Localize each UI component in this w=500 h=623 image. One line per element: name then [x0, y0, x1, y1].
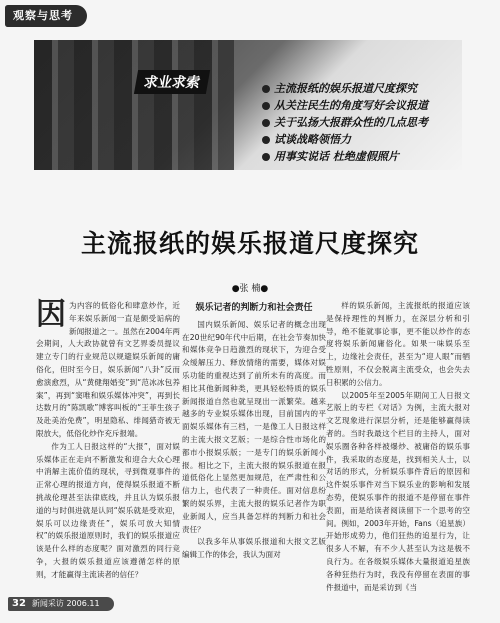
page-number: 32 — [12, 598, 26, 609]
bullet-dot-icon — [262, 153, 270, 161]
article-column-2 — [182, 300, 326, 562]
banner-bullet-item: 关于弘扬大报群众性的几点思考 — [262, 114, 428, 131]
article-title: 主流报纸的娱乐报道尺度探究 — [80, 229, 419, 258]
banner-background-image — [34, 40, 234, 170]
section-subheading: 娱乐记者的判断力和社会责任 — [195, 303, 313, 313]
article-column-3 — [326, 300, 470, 594]
bullet-dot-icon — [262, 85, 270, 93]
paragraph: 作为工人日报这样的“大报”，面对娱乐媒体正在走向不断激发和迎合大众心理中消解主流价值的现状，寻到微观事件的正常心理的报道方向，使得娱乐报道不断挑战伦理甚至法律底线，并且认为娱乐报道的与时俱进就是认同“娱乐就是受欢迎，娱乐可以边缘责任”，娱乐可放大知情权”的娱乐报道原则时，我们的娱乐报道应该是什么样的态度呢？面对激烈的同行竞争，大报的娱乐报道应该遵循怎样的原则，才能赢得主流读者的信任？ — [36, 441, 180, 579]
banner-bullet-item: 用事实说话 杜绝虚假照片 — [262, 148, 428, 165]
bullet-dot-icon — [262, 136, 270, 144]
banner-bullet-item: 主流报纸的娱乐报道尺度探究 — [262, 80, 428, 97]
drop-cap: 因 — [36, 297, 66, 332]
banner-bullet-item: 试谈战略领悟力 — [262, 131, 428, 148]
bullet-dot-icon — [262, 119, 270, 127]
paragraph: 因为内容的低俗化和肆意炒作，近年来娱乐新闻一直是颇受诟病的新闻报道之一。虽然在2004年两会期间，人大政协就曾有文艺界委员提议建立专门的行业规范以规避娱乐新闻的庸俗化，但时至今日，娱乐新闻“八卦”反而愈演愈烈，从“黄健翔婚变”到“范冰冰包养案”，再到“窦唯和娱乐媒体冲突”，再到长达数月的“陈凯歌”博客叫板的“王菲生孩子及赴美治免费”，明星隐私、绯闻猎奇被无限放大，低俗化炒作充斥报端。 — [36, 297, 180, 438]
column-banner — [34, 40, 462, 170]
paragraph: 以我多年从事娱乐报道和大报文艺版编辑工作的体会，我认为面对 — [182, 537, 326, 560]
banner-bullet-list — [262, 80, 428, 165]
page-footer — [8, 597, 114, 611]
article-byline: ●张 楠● — [231, 284, 269, 294]
banner-bullet-item: 从关注民生的角度写好会议报道 — [262, 97, 428, 114]
paragraph: 样的娱乐新闻，主流报纸的报道应该是保持理性的判断力，在深层分析和引导，绝不能就事论事，更不能以炒作的态度将娱乐新闻庸俗化。如果一味娱乐至上，边缘社会责任，甚至为“迎人眼”而牺牲原则，不仅会脱离主流受众，也会失去日积累的公信力。 — [326, 301, 470, 387]
section-tag: 观察与思考 — [5, 5, 87, 27]
paragraph: 国内娱乐新闻、娱乐记者的概念出现在20世纪90年代中后期，在社会节奏加快和媒体竞争日趋激烈的现状下，为迎合受众缓解压力、释放情绪的需要，媒体对娱乐功能的重视达到了前所未有的高度。而相比其他新闻种类，更具轻松特质的娱乐新闻报道自然也就呈现出一派繁荣。越来越多的专业娱乐媒体出现，目前国内的平面娱乐媒体有三档，一是像工人日报这样的主流大报文艺版；一是综合性市场化的都市小报娱乐版；一是专门的娱乐新闻小报。相比之下，主流大报的娱乐报道在报道低俗化上显然更加规范，在严肃性和公信力上，也代表了一种责任。面对信息纷繁的娱乐界，主流大报的娱乐记者作为职业新闻人，应当具备怎样的判断力和社会责任？ — [182, 319, 326, 534]
publication-name: 新闻采访 2006.11 — [31, 599, 100, 608]
paragraph: 以2005年至2005年期间工人日报文艺版上的专栏《对话》为例，主流大报对文艺现象进行深层分析，还是能够赢得读者的。当时我最这个栏目的主持人，面对娱乐圈各种各样被爆炒、被庸俗的娱乐事件，我采取的态度是，找到相关人士，以对话的形式，分析娱乐事件背后的原因和这件娱乐事件对当下娱乐业的影响和发展态势，使娱乐事件的报道不是停留在事件表面，而是给读者阅读留下一个思考的空间。例如，2003年开始，Fans（追星族）开始形成势力，他们狂热的追星行为，让很多人不解，有不少人甚至认为这是极不良行为。在各级娱乐媒体大量报道追星族各种狂热行为时，我没有停留在表面的事件报道中，而是采访到《当 — [326, 390, 470, 592]
article-column-1 — [36, 297, 180, 582]
banner-label: 求业求索 — [134, 70, 210, 94]
bullet-dot-icon — [262, 102, 270, 110]
